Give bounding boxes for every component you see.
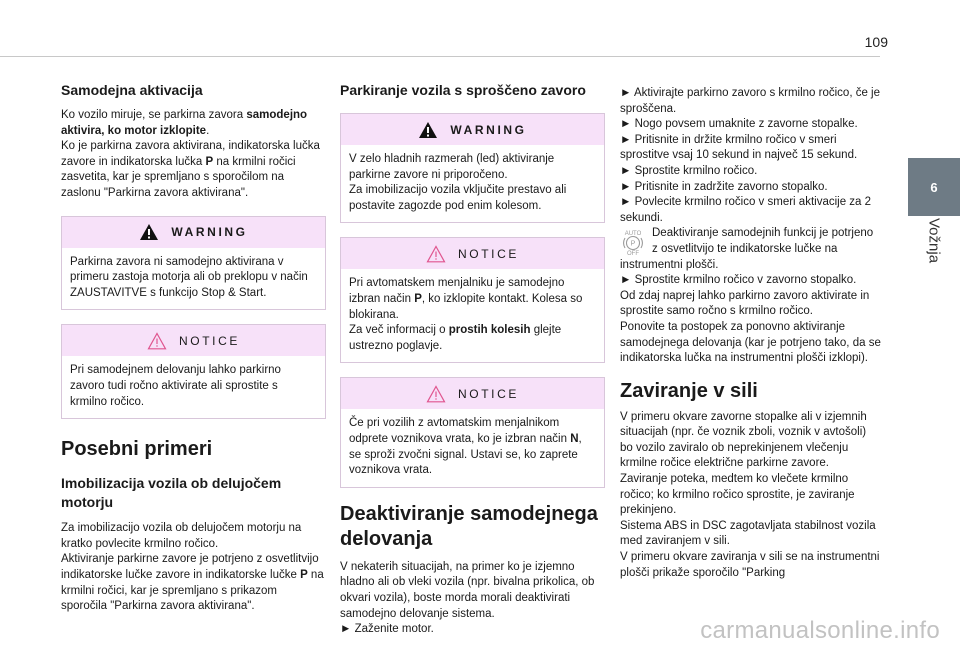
chapter-tab[interactable]: 6 bbox=[908, 158, 960, 216]
warning-text: V zelo hladnih razmerah (led) aktiviranje parkirne zavore ni priporočeno. Za imobilizacijo vozila vključite prestavo ali postavite zagozde pod enim kolesom. bbox=[349, 153, 567, 212]
warning-text: Parkirna zavora ni samodejno aktivirana v primeru zastoja motorja ali ob preklopu v način ZAUSTAVITVE s funkcijo Stop & Start. bbox=[70, 255, 308, 299]
notice-title: NOTICE bbox=[458, 386, 519, 401]
svg-text:P: P bbox=[630, 240, 636, 248]
warning-box-2 bbox=[340, 113, 605, 223]
heading-automatic-activation: Samodejna aktivacija bbox=[61, 82, 203, 98]
text-run: na krmilni ročici, kar je spremljano s prikazom sporočila "Parkirna zavora aktivirana". bbox=[61, 568, 324, 613]
column-1 bbox=[61, 82, 326, 615]
warning-icon bbox=[418, 121, 438, 139]
text-run: na krmilni ročici zasvetita, kar je spremljano s sporočilom na zaslonu "Parkirna zavora aktivirana". bbox=[61, 155, 296, 199]
notice-icon bbox=[426, 245, 446, 263]
text-run: Pri avtomatskem menjalniku je samodejno izbran način bbox=[349, 277, 565, 305]
notice-title: NOTICE bbox=[458, 246, 519, 261]
chapter-title: Vožnja bbox=[925, 218, 943, 264]
column-3 bbox=[620, 86, 882, 581]
text-run: P bbox=[300, 568, 308, 581]
text-run: Ko vozilo miruje, se parkirna zavora bbox=[61, 109, 247, 121]
column-2 bbox=[340, 82, 605, 638]
svg-text:AUTO: AUTO bbox=[624, 231, 642, 238]
text-run: , se sproži zvočni signal. Ustavi se, ko zaprete voznikova vrata. bbox=[349, 432, 582, 477]
heading-immobilisation: Imobilizacija vozila ob delujočem motorju bbox=[61, 475, 282, 511]
immobilisation-text bbox=[61, 521, 326, 615]
warning-title: WARNING bbox=[450, 122, 527, 137]
emergency-braking-text: V primeru okvare zavorne stopalke ali v izjemnih situacijah (npr. če voznik zboli, voznik v avtošoli) bo vozilo zaviralo ob neprekinjenem vlečenju krmilne ročice električne parkirne zavore. Zaviranje poteka, medtem ko vlečete krmilno ročico; ko krmilno ročico sprostite, je zaviranje prekinjeno. Sistema ABS in DSC zagotavljata stabilnost vozila med zaviranjem v sili. V primeru okvare zaviranja v sili se na instrumentni plošči prikaže sporočilo "Parking bbox=[620, 410, 880, 579]
text-run: prostih kolesih bbox=[448, 324, 531, 337]
watermark: carmanualsonline.info bbox=[700, 617, 940, 644]
heading-emergency-braking: Zaviranje v sili bbox=[620, 379, 758, 402]
auto-off-icon bbox=[620, 228, 646, 256]
notice-box-1 bbox=[61, 324, 326, 419]
warning-icon bbox=[139, 223, 159, 241]
text-run: Za imobilizacijo vozila ob delujočem motorju na kratko povlecite krmilno ročico. Aktiviranje parkirne zavore je potrjeno z osvetlitvijo indikatorske lučke zavore in indikatorske lučke bbox=[61, 522, 319, 581]
chapter-label bbox=[908, 218, 960, 298]
deactivation-text: V nekaterih situacijah, na primer ko je izjemno hladno ali ob vleki vozila (npr. bivalna prikolica, ob okvari vozila), boste morda morali deaktivirati samodejno delovanje sistema. ► Zaženite motor. bbox=[340, 560, 595, 636]
auto-off-indicator-block bbox=[620, 226, 882, 366]
text-run: , ko izklopite kontakt. Kolesa so blokirana. Za več informacij o bbox=[349, 292, 583, 337]
text-run: glejte ustrezno poglavje. bbox=[349, 324, 562, 352]
notice-text: Pri samodejnem delovanju lahko parkirno zavoro tudi ročno aktivirate ali sprostite s krmilno ročico. bbox=[70, 364, 281, 408]
deactivation-confirmation-text: Deaktiviranje samodejnih funkcij je potrjeno z osvetlitvijo te indikatorske lučke na instrumentni plošči. ► Sprostite krmilno ročico v zavorno stopalko. Od zdaj naprej lahko parkirno zavoro aktivirate in sprostite samo ročno s krmilno ročico. Ponovite ta postopek za ponovno aktiviranje samodejnega delovanja (kar je potrjeno tako, da se indikatorska lučka na instrumentni plošči izklopi). bbox=[620, 227, 881, 365]
notice-box-3 bbox=[340, 377, 605, 487]
notice-icon bbox=[147, 332, 167, 350]
text-run: N bbox=[570, 432, 579, 445]
svg-text:OFF: OFF bbox=[627, 251, 639, 257]
automatic-activation-text bbox=[61, 108, 326, 202]
text-run: P bbox=[414, 292, 422, 305]
text-run: . Ko je parkirna zavora aktivirana, indikatorska lučka zavore in indikatorska lučka bbox=[61, 124, 320, 168]
header-rule bbox=[0, 56, 880, 57]
text-run: Če pri vozilih z avtomatskim menjalnikom odprete voznikova vrata, ko je izbran način bbox=[349, 417, 571, 445]
notice-text bbox=[349, 416, 596, 478]
heading-special-cases: Posebni primeri bbox=[61, 438, 213, 461]
notice-title: NOTICE bbox=[179, 333, 240, 348]
notice-text bbox=[349, 276, 596, 354]
warning-title: WARNING bbox=[171, 225, 248, 240]
text-run: samodejno aktivira, ko motor izklopite bbox=[61, 109, 308, 137]
text-run: P bbox=[205, 155, 214, 168]
warning-box-1 bbox=[61, 216, 326, 311]
heading-deactivation: Deaktiviranje samodejnega delovanja bbox=[340, 502, 598, 550]
notice-icon bbox=[426, 385, 446, 403]
notice-box-2 bbox=[340, 237, 605, 363]
deactivation-steps: ► Aktivirajte parkirno zavoro s krmilno ročico, če je sproščena. ► Nogo povsem umaknite z zavorne stopalke. ► Pritisnite in držite krmilno ročico v smeri sprostitve vsaj 10 sekund in največ 15 sekund. ► Sprostite krmilno ročico. ► Pritisnite in zadržite zavorno stopalko. ► Povlecite krmilno ročico v smeri aktivacije za 2 sekundi. bbox=[620, 87, 880, 224]
page-number: 109 bbox=[864, 34, 888, 50]
heading-parking-released: Parkiranje vozila s sproščeno zavoro bbox=[340, 82, 586, 98]
